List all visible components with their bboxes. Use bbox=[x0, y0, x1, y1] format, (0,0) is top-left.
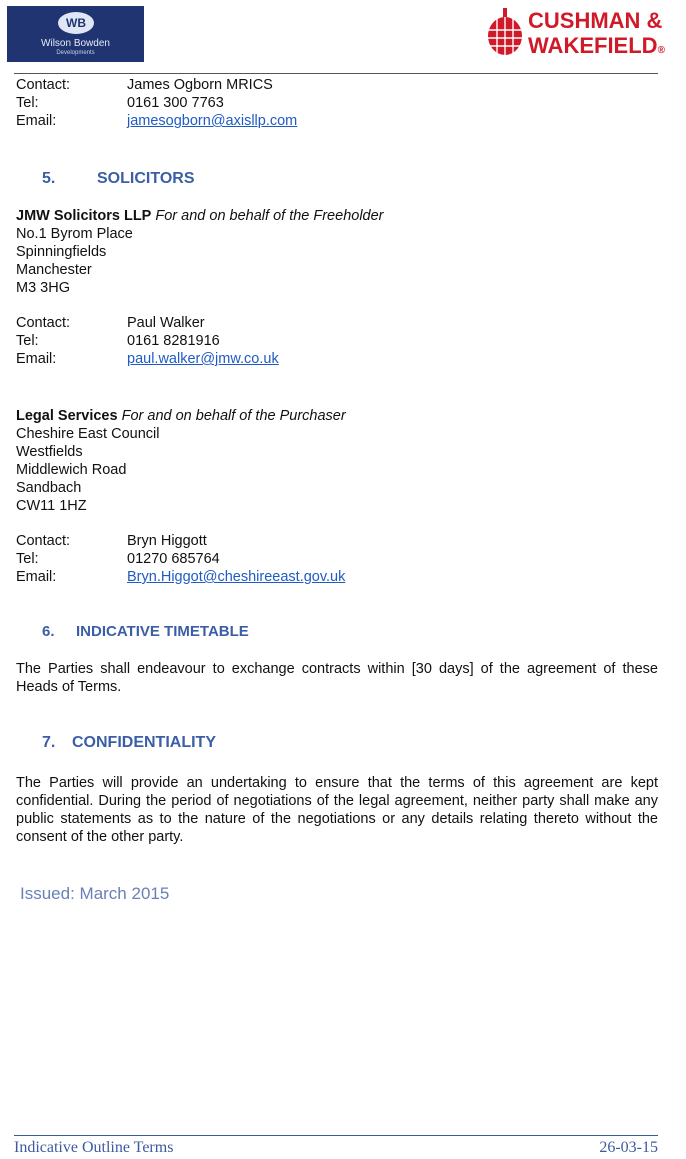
agent-email-row bbox=[16, 112, 297, 130]
tel-value: 01270 685764 bbox=[127, 551, 220, 567]
section7-number: 7. bbox=[42, 734, 56, 751]
footer-date: 26-03-15 bbox=[599, 1139, 658, 1156]
purchaser-address-line: Middlewich Road bbox=[16, 462, 127, 478]
email-label: Email: bbox=[16, 351, 57, 367]
agent-tel-row bbox=[16, 94, 224, 112]
cushman-wakefield-logo bbox=[528, 8, 665, 63]
purchaser-address-line: CW11 1HZ bbox=[16, 498, 87, 514]
wb-logo-sub: Developments bbox=[56, 50, 95, 56]
agent-contact-row bbox=[16, 76, 273, 94]
footer-title: Indicative Outline Terms bbox=[14, 1139, 174, 1156]
freeholder-address-line: Spinningfields bbox=[16, 244, 107, 260]
section7-body: The Parties will provide an undertaking to ensure that the terms of this agreement are kept confidential. During the period of negotiations of the legal agreement, neither party shall make any public statements as to the nature of the negotiations or any details relating thereto without the consent of the other party. bbox=[16, 775, 658, 845]
tel-label: Tel: bbox=[16, 551, 39, 567]
cw-registered-mark: ® bbox=[657, 45, 665, 56]
email-link[interactable]: paul.walker@jmw.co.uk bbox=[127, 351, 279, 367]
purchaser-address-line: Sandbach bbox=[16, 480, 82, 496]
cw-logo-line1: CUSHMAN & bbox=[528, 8, 663, 33]
section5-number: 5. bbox=[42, 170, 56, 187]
wb-monogram: WB bbox=[58, 12, 94, 34]
purchaser-heading bbox=[16, 407, 346, 425]
purchaser-address-line: Cheshire East Council bbox=[16, 426, 160, 442]
tel-label: Tel: bbox=[16, 333, 39, 349]
section6-body: The Parties shall endeavour to exchange contracts within [30 days] of the agreement of these Heads of Terms. bbox=[16, 661, 658, 695]
purchaser-address-line: Westfields bbox=[16, 444, 83, 460]
contact-value: Bryn Higgott bbox=[127, 533, 207, 549]
contact-label: Contact: bbox=[16, 533, 70, 549]
cushman-wakefield-globe-icon bbox=[486, 6, 524, 58]
freeholder-address-line: No.1 Byrom Place bbox=[16, 226, 133, 242]
tel-label: Tel: bbox=[16, 95, 39, 111]
contact-label: Contact: bbox=[16, 315, 70, 331]
section7-title: CONFIDENTIALITY bbox=[72, 734, 216, 751]
freeholder-tel-row bbox=[16, 332, 220, 350]
freeholder-heading bbox=[16, 207, 384, 225]
purchaser-contact-row bbox=[16, 532, 207, 550]
freeholder-email-row bbox=[16, 350, 279, 368]
email-label: Email: bbox=[16, 113, 57, 129]
purchaser-firm: Legal Services bbox=[16, 408, 118, 424]
section5-title: SOLICITORS bbox=[97, 170, 195, 187]
contact-value: Paul Walker bbox=[127, 315, 205, 331]
freeholder-address-line: Manchester bbox=[16, 262, 92, 278]
freeholder-address-line: M3 3HG bbox=[16, 280, 70, 296]
email-label: Email: bbox=[16, 569, 57, 585]
freeholder-firm: JMW Solicitors LLP bbox=[16, 208, 152, 224]
wilson-bowden-logo bbox=[7, 6, 144, 62]
wb-logo-name: Wilson Bowden bbox=[41, 38, 110, 49]
tel-value: 0161 300 7763 bbox=[127, 95, 224, 111]
purchaser-role: For and on behalf of the Purchaser bbox=[121, 408, 346, 424]
freeholder-contact-row bbox=[16, 314, 205, 332]
contact-label: Contact: bbox=[16, 77, 70, 93]
freeholder-role: For and on behalf of the Freeholder bbox=[155, 208, 384, 224]
issued-date: Issued: March 2015 bbox=[20, 884, 170, 903]
section6-number: 6. bbox=[42, 623, 55, 640]
cw-logo-line2: WAKEFIELD bbox=[528, 33, 658, 58]
header-rule bbox=[14, 73, 658, 74]
email-link[interactable]: Bryn.Higgot@cheshireeast.gov.uk bbox=[127, 569, 346, 585]
section6-title: INDICATIVE TIMETABLE bbox=[76, 623, 249, 640]
email-link[interactable]: jamesogborn@axisllp.com bbox=[127, 113, 298, 129]
purchaser-tel-row bbox=[16, 550, 220, 568]
tel-value: 0161 8281916 bbox=[127, 333, 220, 349]
cw-logo-line2-wrap bbox=[528, 33, 665, 63]
contact-value: James Ogborn MRICS bbox=[127, 77, 273, 93]
purchaser-email-row bbox=[16, 568, 345, 586]
footer-rule bbox=[14, 1135, 658, 1136]
